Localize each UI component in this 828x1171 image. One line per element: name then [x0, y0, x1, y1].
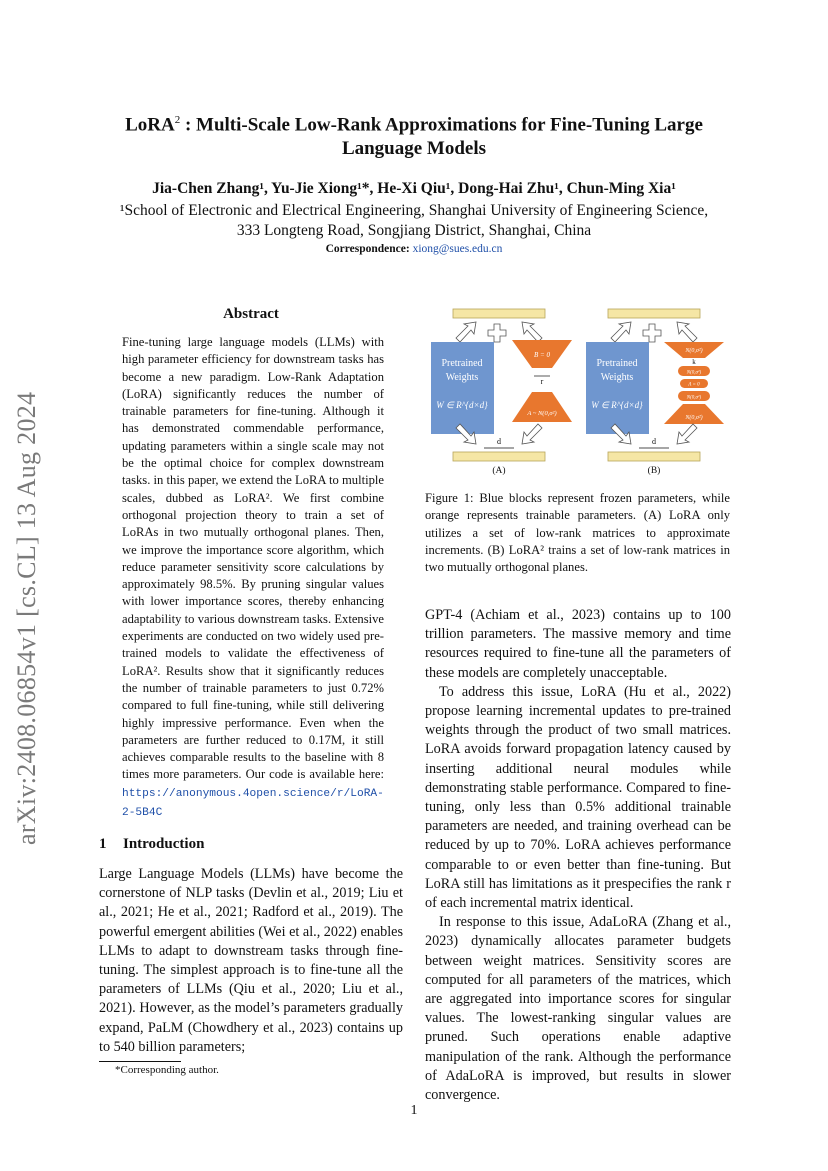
n-label: N(0,σ²) [685, 348, 703, 354]
author-list: Jia-Chen Zhang¹, Yu-Jie Xiong¹*, He-Xi Qiu¹, Dong-Hai Zhu¹, Chun-Ming Xia¹ [152, 180, 676, 197]
n-label: N(0,σ²) [685, 415, 703, 421]
abstract-text: Fine-tuning large language models (LLMs) with high parameter efficiency for downstream tasks has become a new paradigm. Low-Rank Adaptation (LoRA) significantly reduces the number of trainable parameters for fine-tuning. Although it has demonstrated commendable performance, updating parameters within a single scale may not be the optimal choice for complex downstream tasks. in this paper, we extend the LoRA to multiple scales, dubbed as LoRA². We first combine orthogonal projection theory to train a set of LoRAs in two mutually orthogonal planes. Then, we improve the importance score algorithm, which reduce parameter sensitivity score calculations by approximately 98.5%. By pruning singular values with lower importance scores, thereby enhancing adaptability to various downstream tasks. Extensive experiments are conducted on two widely used pre-trained models to validate the effectiveness of LoRA². Results show that it significantly reduces the number of trainable parameters to just 0.72% compared to full fine-tuning, while still delivering highly impressive performance. Even when the parameters are further reduced to 0.17M, it still achieves comparable results to the baseline with 8 times more parameters. Our code is available here: https://anonymous.4open.science/r/LoRA-2-5B4C [122, 335, 384, 820]
pretrained-label: Pretrained [441, 358, 483, 369]
weight-eq-label: W ∈ R^{d×d} [591, 400, 643, 410]
arrow-icon [611, 322, 631, 342]
pretrained-weights-block-a [431, 342, 494, 434]
email-link[interactable]: xiong@sues.edu.cn [412, 243, 503, 255]
right-column-text [425, 606, 731, 1105]
panel-a-label: (A) [492, 466, 506, 476]
d-label: d [497, 437, 501, 446]
figure-caption: Figure 1: Blue blocks represent frozen parameters, while orange represents trainable parameters. (A) LoRA only utilizes a set of low-rank matrices to approximate increments. (B) LoRA² trains a set of low-rank matrices in two mutually orthogonal planes. [425, 491, 730, 575]
plus-icon [643, 324, 661, 342]
b-label: B = 0 [534, 351, 550, 359]
a-label: A ~ N(0,σ²) [527, 410, 557, 417]
top-bar-a [453, 309, 545, 318]
bottom-bar-b [608, 452, 700, 461]
pretrained-label: Pretrained [596, 358, 638, 369]
panel-b-label: (B) [647, 466, 661, 476]
matrix-a-b [664, 404, 724, 424]
pretrained-weights-block-b [586, 342, 649, 434]
paragraph: GPT-4 (Achiam et al., 2023) contains up to 100 trillion parameters. The massive memory and time resources required to fine-tune all the parameters of these models are completely unacceptable. [425, 607, 731, 681]
paragraph: In response to this issue, AdaLoRA (Zhang et al., 2023) dynamically allocates parameter budgets between weight matrices. Sensitivity scores are computed for all parameters of the matrices, which are aggregated into importance scores for singular values. The lowest-ranking singular values are pruned. Such operations enable adaptive manipulation of the rank. Although the performance of AdaLoRA is improved, but results in slower convergence. [425, 914, 731, 1104]
code-link[interactable]: https://anonymous.4open.science/r/LoRA-2-5B4C [122, 787, 384, 820]
n-label: N(0,σ²) [686, 370, 702, 376]
bottom-bar-a [453, 452, 545, 461]
correspondence: Correspondence: xiong@sues.edu.cn [325, 243, 503, 255]
arrow-icon [522, 322, 542, 342]
paper-title: LoRA$^2$ : Multi-Scale Low-Rank Approximations for Fine-Tuning Large Language Models [125, 114, 703, 160]
arrow-icon [456, 322, 476, 342]
d-label: d [652, 437, 656, 446]
weight-eq-label: W ∈ R^{d×d} [436, 400, 488, 410]
arrow-icon [677, 322, 697, 342]
r-label: r [540, 377, 544, 386]
top-bar-b [608, 309, 700, 318]
page-number: 1 [410, 1103, 418, 1118]
plus-icon [488, 324, 506, 342]
section-heading-introduction: 1 Introduction [99, 836, 205, 852]
paragraph: To address this issue, LoRA (Hu et al., 2022) propose learning incremental updates to pre-trained weights through the product of two small matrices. LoRA avoids forward propagation latency caused by inserting additional neural modules while demonstrating stable performance. Compared to fine-tuning, only less than 0.5% additional trainable parameters are needed, and training overhead can be reduced by up to 70%. LoRA achieves performance comparable to or even better than fine-tuning. But LoRA still has limitations as it prespecifies the rank r of each incremental matrix identical. [425, 683, 731, 912]
intro-paragraph: Large Language Models (LLMs) have become the cornerstone of NLP tasks (Devlin et al., 2019; Liu et al., 2021; He et al., 2021; Radford et al., 2019). The powerful emergent abilities (Wei et al., 2022) enables LLMs to adapt to downstream tasks through fine-tuning. The simplest approach is to fine-tune all the parameters of LLMs (Qiu et al., 2020; Liu et al., 2021). However, as the model’s parameters gradually expand, PaLM (Chowdhery et al., 2023) contains up to 540 billion parameters; [99, 866, 403, 1055]
k-label: k [692, 358, 696, 366]
footnote: *Corresponding author. [115, 1064, 219, 1076]
affiliation: ¹School of Electronic and Electrical Engineering, Shanghai University of Engineering Science, 333 Longteng Road, Songjiang District, Shanghai, China [119, 202, 709, 239]
matrix-a-a [512, 392, 572, 422]
arxiv-stamp: arXiv:2408.06854v1 [cs.CL] 13 Aug 2024 [12, 391, 41, 845]
figure-lora-diagram [424, 302, 730, 482]
arrow-icon [677, 424, 697, 444]
abstract-heading: Abstract [223, 306, 279, 322]
arrow-icon [522, 424, 542, 444]
n-label: N(0,σ²) [686, 395, 702, 401]
zero-label: Λ = 0 [688, 382, 700, 388]
footnote-rule [99, 1061, 181, 1062]
weights-label: Weights [445, 372, 479, 383]
weights-label: Weights [600, 372, 634, 383]
